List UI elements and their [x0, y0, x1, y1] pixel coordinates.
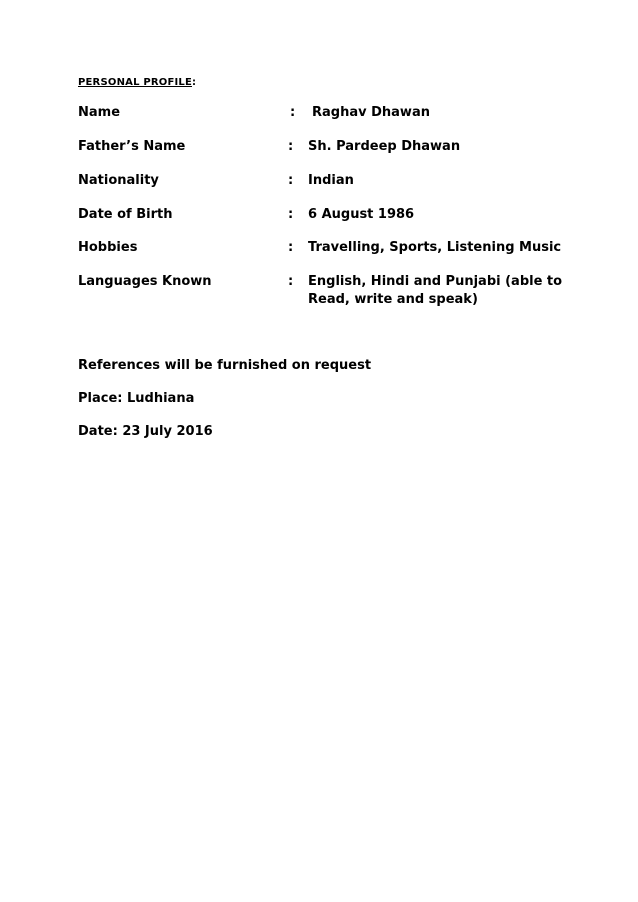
section-title	[78, 77, 196, 88]
field-separator: :	[288, 139, 294, 154]
field-separator: :	[288, 240, 294, 255]
field-separator: :	[288, 173, 294, 188]
field-separator: :	[288, 274, 294, 289]
field-label: Languages Known	[78, 274, 212, 289]
field-value: Sh. Pardeep Dhawan	[308, 139, 461, 154]
section-title-text: PERSONAL PROFILE	[78, 77, 193, 88]
field-separator: :	[290, 105, 296, 120]
field-label: Date of Birth	[78, 207, 173, 222]
field-value: Indian	[308, 173, 354, 188]
place-line: Place: Ludhiana	[78, 391, 195, 406]
field-separator: :	[288, 207, 294, 222]
field-value: 6 August 1986	[308, 207, 415, 222]
references-note: References will be furnished on request	[78, 358, 372, 373]
field-label: Nationality	[78, 173, 159, 188]
section-title-colon: :	[192, 77, 197, 88]
field-label: Name	[78, 105, 121, 120]
field-value: English, Hindi and Punjabi (able to Read, write and speak)	[308, 274, 563, 307]
field-value: Travelling, Sports, Listening Music	[308, 240, 562, 255]
field-label: Hobbies	[78, 240, 138, 255]
field-value: Raghav Dhawan	[312, 105, 430, 120]
field-label: Father’s Name	[78, 139, 186, 154]
date-line: Date: 23 July 2016	[78, 424, 213, 439]
